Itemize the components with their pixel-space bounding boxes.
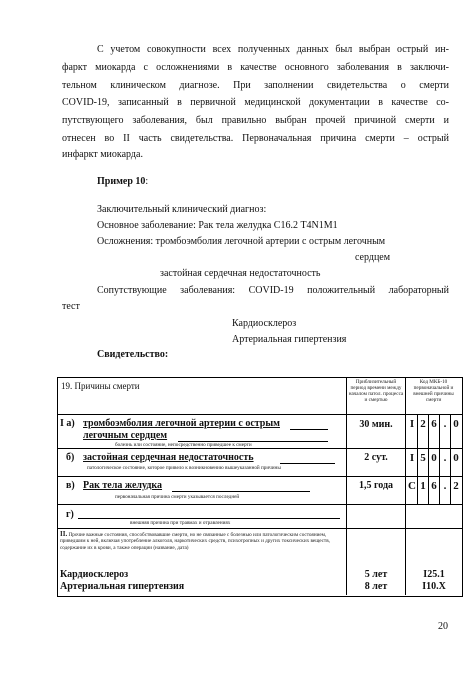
row-b-code-1: I (409, 452, 415, 464)
row-a-code-4: . (443, 418, 447, 430)
main-disease: Основное заболевание: Рак тела желудка С16.2 Т4N1М1 (97, 220, 338, 231)
row-a-code-5: 0 (453, 418, 459, 430)
row-separator-1 (57, 414, 463, 415)
row-v-code-5: 2 (453, 480, 459, 492)
row-b-code-3: 0 (431, 452, 437, 464)
row-b-code-4: . (443, 452, 447, 464)
paragraph-line-2: фаркт миокарда с осложнениями в качестве основного заболевания в заключи- (62, 62, 449, 73)
row-a-code-2: 2 (420, 418, 426, 430)
comorbid-line-2: тест (62, 301, 80, 312)
header-icd: Код МКБ-10 первоначальной и внешней причины смерти (413, 379, 454, 403)
row-a-label: I а) (60, 418, 75, 429)
row-separator-3 (57, 476, 463, 477)
row-a-caption: болезнь или состояние, непосредственно приведшее к смерти (115, 442, 252, 448)
row-g-caption: внешняя причина при травмах и отравлениях (130, 520, 231, 526)
col-separator-1 (346, 377, 347, 595)
row-b-text: застойная сердечная недостаточность (83, 452, 254, 463)
comorbid-line-3: Кардиосклероз (232, 318, 297, 329)
row-b-underline (280, 463, 335, 464)
header-causes: 19. Причины смерти (61, 381, 140, 391)
row-a-code-1: I (409, 418, 415, 430)
row-separator-2 (57, 448, 463, 449)
row-v-underline (172, 491, 310, 492)
row-v-code-2: 1 (420, 480, 426, 492)
part2-item-2-code: I10.Х (422, 581, 446, 592)
row-v-interval: 1,5 года (358, 480, 394, 491)
row-a-code-3: 6 (431, 418, 437, 430)
comorbid-line-4: Артериальная гипертензия (232, 334, 347, 345)
complications-line-3: застойная сердечная недостаточность (160, 268, 321, 279)
diagnosis-title: Заключительный клинический диагноз: (97, 204, 267, 215)
row-b-code-5: 0 (453, 452, 459, 464)
col-separator-2 (405, 377, 406, 595)
paragraph-line-6: отнесен во II часть свидетельства. Первоначальная причина смерти – острый (62, 133, 449, 144)
row-b-caption: патологическое состояние, которое привело к возникновению вышеуказанной причины (87, 465, 281, 471)
row-b-interval: 2 сут. (364, 452, 388, 463)
paragraph-line-1: С учетом совокупности всех полученных данных был выбран острый ин- (97, 44, 449, 55)
comorbid-line-1: Сопутствующие заболевания: COVID-19 положительный лабораторный (97, 285, 449, 296)
part2-item-2-interval: 8 лет (364, 581, 388, 592)
part2-description: II. Прочие важные состояния, способствовавшие смерти, но не связанные с болезнью или патологическим состоянием, приведшим к ней, включая употребление алкоголя, наркотических средств, психотропных и других токсических веществ, содержание их в крови, а также операции (название, дата) (60, 530, 330, 551)
row-b-label: б) (66, 452, 75, 463)
row-a-text-1: тромбоэмболия легочной артерии с острым (83, 418, 280, 429)
paragraph-line-5: путствующего заболевания, был правильно выбран прочей причиной смерти и (62, 115, 449, 126)
complications-line-2: сердцем (355, 252, 391, 263)
row-g-underline (78, 518, 340, 519)
row-v-code-3: 6 (431, 480, 437, 492)
part2-item-2-name: Артериальная гипертензия (60, 581, 185, 592)
row-v-caption: первоначальная причина смерти указывается последней (115, 494, 240, 500)
row-v-label: в) (66, 480, 75, 491)
part2-item-1-code: I25.1 (423, 569, 445, 580)
example-heading: Пример 10: (97, 176, 149, 187)
paragraph-line-7: инфаркт миокарда. (62, 149, 143, 160)
row-v-text: Рак тела желудка (83, 480, 163, 491)
row-v-code-4: . (443, 480, 447, 492)
row-separator-5 (57, 528, 463, 529)
page-number: 20 (438, 621, 448, 632)
part2-item-1-name: Кардиосклероз (60, 569, 129, 580)
paragraph-line-3: тельном клиническом диагнозе. При заполнении свидетельства о смерти (62, 80, 449, 91)
complications-line-1: Осложнения: тромбоэмболия легочной артерии с острым легочным (97, 236, 386, 247)
row-v-code-1: С (408, 480, 416, 492)
row-g-label: г) (66, 509, 74, 520)
row-separator-4 (57, 504, 463, 505)
header-interval: Приблизительный период времени между началом патол. процесса и смертью (348, 379, 404, 403)
certificate-label: Свидетельство: (97, 349, 169, 360)
row-b-code-2: 5 (420, 452, 426, 464)
row-a-underline-1 (290, 429, 328, 430)
row-a-interval: 30 мин. (359, 419, 393, 430)
paragraph-line-4: COVID-19, записанный в первичной медицинской документации в качестве со- (62, 97, 449, 108)
part2-item-1-interval: 5 лет (364, 569, 388, 580)
row-a-text-2: легочным сердцем (83, 430, 168, 441)
